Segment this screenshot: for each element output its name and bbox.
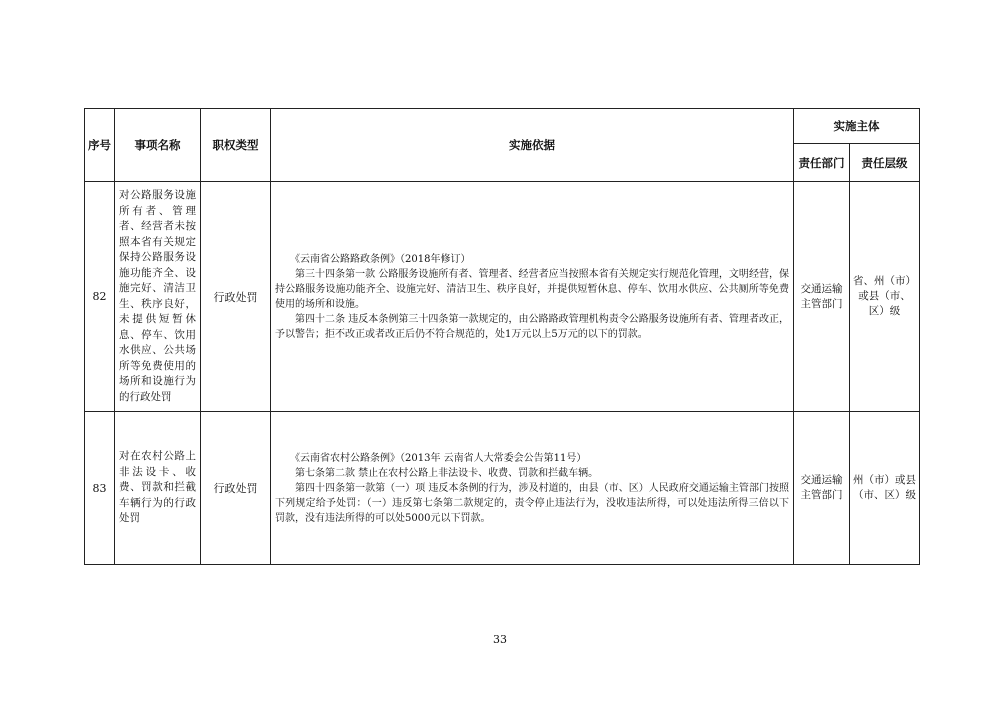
header-index: 序号 [85, 109, 115, 182]
basis-clause: 第七条第二款 禁止在农村公路上非法设卡、收费、罚款和拦截车辆。 [295, 467, 599, 479]
header-subject: 实施主体 [794, 109, 920, 144]
basis-law-title: 《云南省公路路政条例》（2018年修订） [290, 253, 471, 265]
row-power-type: 行政处罚 [201, 412, 271, 565]
header-level: 责任层级 [850, 144, 920, 182]
basis-clause: 第四十四条第一款第（一）项 违反本条例的行为，涉及村道的，由县（市、区）人民政府交通运输主管部门按照下列规定给予处罚：（一）违反第七条第二款规定的，责令停止违法行为，没收违法所得，可以处违法所得三倍以下罚款，没有违法所得的可以处5000元以下罚款。 [275, 482, 789, 524]
row-index: 83 [85, 412, 115, 565]
row-level: 省、州（市）或县（市、区）级 [850, 182, 920, 412]
row-dept: 交通运输主管部门 [794, 182, 850, 412]
enforcement-table [84, 108, 920, 565]
row-basis [271, 412, 794, 565]
basis-law-title: 《云南省农村公路条例》（2013年 云南省人大常委会公告第11号） [290, 452, 587, 464]
header-basis: 实施依据 [271, 109, 794, 182]
row-power-type: 行政处罚 [201, 182, 271, 412]
row-index: 82 [85, 182, 115, 412]
page-number: 33 [493, 633, 507, 646]
row-dept: 交通运输主管部门 [794, 412, 850, 565]
table-row [85, 182, 920, 412]
header-dept: 责任部门 [794, 144, 850, 182]
row-basis [271, 182, 794, 412]
row-item-name: 对公路服务设施所有者、管理者、经营者未按照本省有关规定保持公路服务设施功能齐全、设施完好、清洁卫生、秩序良好，未提供短暂休息、停车、饮用水供应、公共场所等免费使用的场所和设施行为的行政处罚 [115, 182, 201, 412]
row-level: 州（市）或县（市、区）级 [850, 412, 920, 565]
header-name: 事项名称 [115, 109, 201, 182]
basis-clause: 第四十二条 违反本条例第三十四条第一款规定的，由公路路政管理机构责令公路服务设施所有者、管理者改正，予以警告；拒不改正或者改正后仍不符合规范的，处1万元以上5万元的以下的罚款。 [275, 313, 789, 340]
row-item-name: 对在农村公路上非法设卡、收费、罚款和拦截车辆行为的行政处罚 [115, 412, 201, 565]
header-type: 职权类型 [201, 109, 271, 182]
table-row [85, 412, 920, 565]
basis-clause: 第三十四条第一款 公路服务设施所有者、管理者、经营者应当按照本省有关规定实行规范化管理，文明经营，保持公路服务设施功能齐全、设施完好、清洁卫生、秩序良好，并提供短暂休息、停车、饮用水供应、公共厕所等免费使用的场所和设施。 [275, 268, 789, 310]
